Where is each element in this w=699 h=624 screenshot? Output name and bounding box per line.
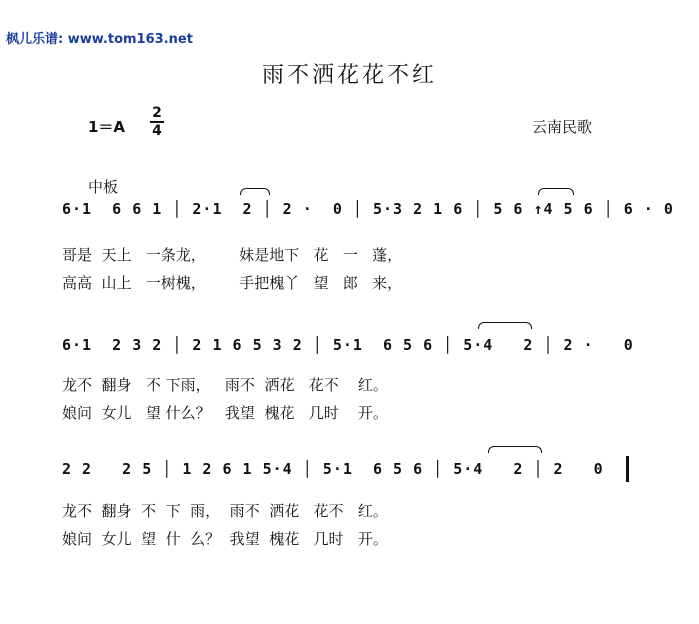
notes-line-1: 6·1 6 6 1 │ 2·1 2 │ 2 · 0 │ 5·3 2 1 6 │ 5 6 ↑4 5 6 │ 6 · 0	[62, 200, 674, 218]
lyric-line-2-verse-2: 娘问 女儿 望 什么？ 我望 槐花 几时 开。	[62, 404, 388, 422]
song-source: 云南民歌	[532, 118, 593, 136]
time-signature	[150, 106, 164, 138]
key-signature: 1＝A	[88, 118, 126, 136]
score-line-1	[62, 200, 674, 292]
time-signature-top: 2	[152, 105, 162, 121]
tempo-marking: 中板	[88, 178, 119, 196]
lyric-line-1-verse-1: 哥是 天上 一条龙， 妹是地下 花 一 蓬，	[62, 246, 403, 264]
song-title: 雨不洒花花不红	[261, 63, 437, 88]
tie	[488, 446, 542, 453]
lyric-line-3-verse-2: 娘问 女儿 望 什 么？ 我望 槐花 几时 开。	[62, 530, 388, 548]
final-barline	[626, 456, 629, 482]
lyric-line-3-verse-1: 龙不 翻身 不 下 雨， 雨不 洒花 花不 红。	[62, 502, 388, 520]
tie	[538, 188, 574, 195]
notes-line-3: 2 2 2 5 │ 1 2 6 1 5·4 │ 5·1 6 5 6 │ 5·4 2 │ 2 0	[62, 460, 604, 478]
notes-line-2: 6·1 2 3 2 │ 2 1 6 5 3 2 │ 5·1 6 5 6 │ 5·4 2 │ 2 · 0	[62, 336, 634, 354]
lyric-line-1-verse-2: 高高 山上 一树槐， 手把槐丫 望 郎 来，	[62, 274, 403, 292]
lyric-line-2-verse-1: 龙不 翻身 不 下雨， 雨不 洒花 花不 红。	[62, 376, 388, 394]
watermark: 枫儿乐谱: www.tom163.net	[6, 32, 193, 47]
time-signature-bottom: 4	[152, 123, 162, 139]
score-line-2	[62, 336, 636, 422]
score-line-3	[62, 460, 636, 548]
tie	[478, 322, 532, 329]
tie	[240, 188, 270, 195]
